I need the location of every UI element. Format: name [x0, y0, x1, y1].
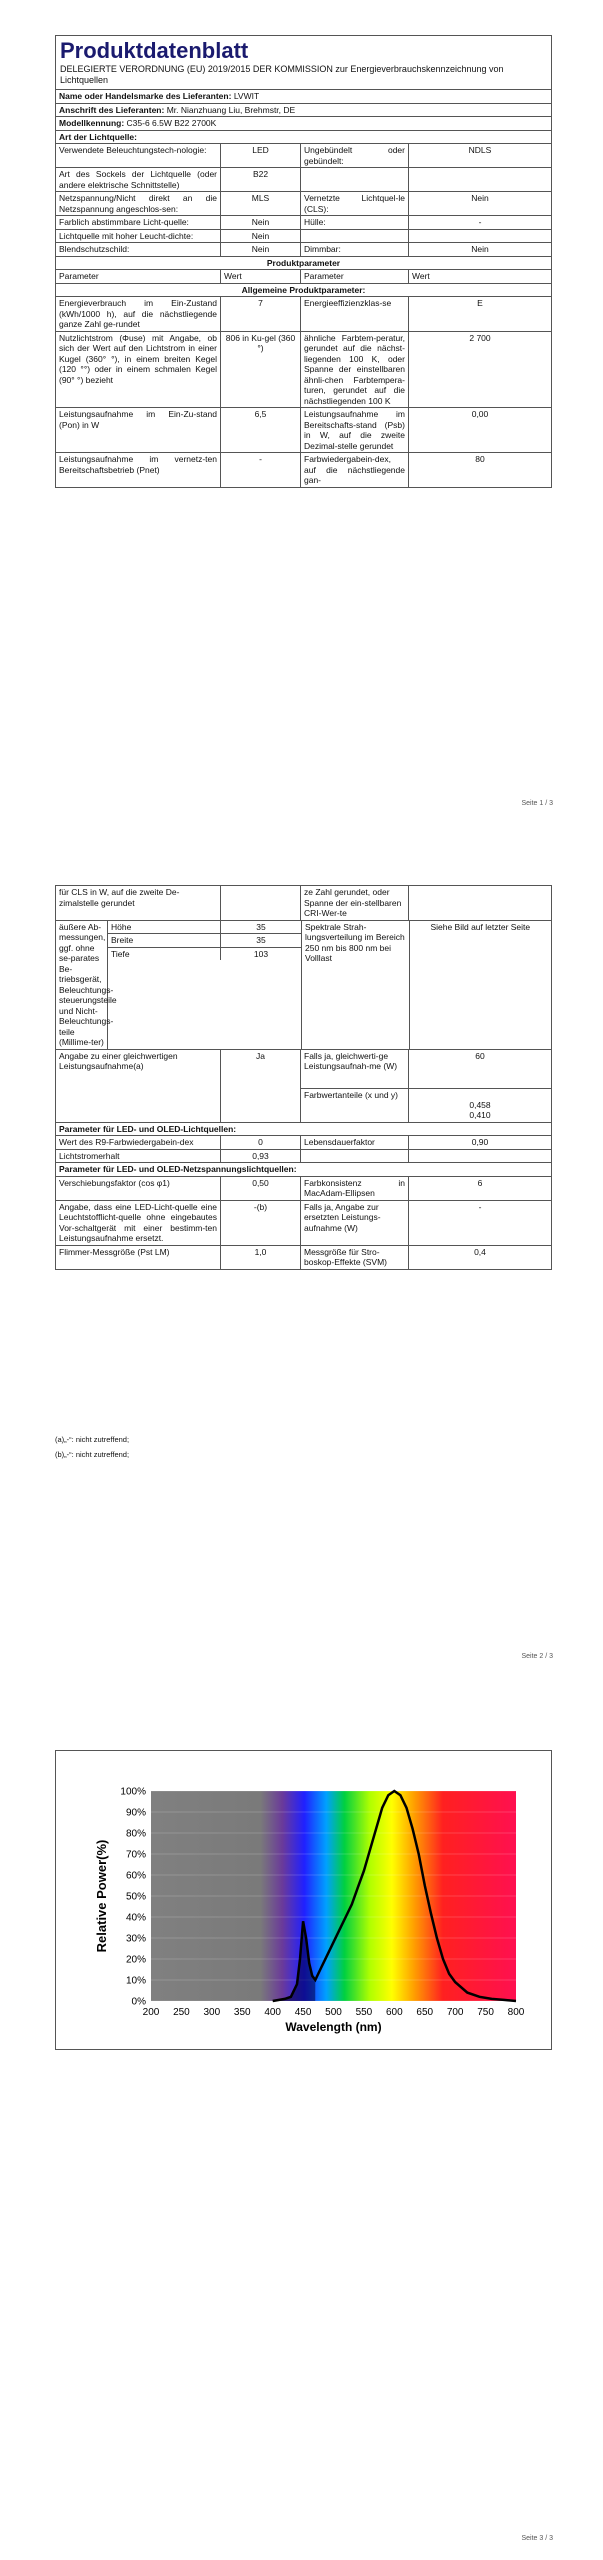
- param-value: [221, 886, 301, 920]
- r9-value: 0: [221, 1136, 301, 1149]
- type-cell: Lichtquelle mit hoher Leucht-dichte:: [56, 230, 221, 243]
- led-params-header: Parameter für LED- und OLED-Lichtquellen:: [59, 1123, 237, 1134]
- type-cell: Art des Sockels der Lichtquelle (oder andere elektrische Schnittstelle): [56, 168, 221, 191]
- chroma-y: 0,410: [469, 1110, 491, 1120]
- x-tick-label: 550: [355, 2007, 373, 2018]
- dimensions-label: äußere Ab-messungen, ggf. ohne se-parates Be-triebsgerät, Beleuchtungs-steuerungsteile und Nicht-Beleuchtungs-teile (Millime-ter): [56, 921, 108, 1049]
- x-axis-label: Wavelength (nm): [285, 2020, 382, 2034]
- type-value: LED: [221, 144, 301, 167]
- type-value: [409, 230, 551, 243]
- chroma-label: Farbwertanteile (x und y): [301, 1089, 409, 1122]
- regulation-intro: DELEGIERTE VERORDNUNG (EU) 2019/2015 DER KOMMISSION zur Energieverbrauchskennzeichnung von Lichtquellen: [56, 64, 551, 90]
- empty-cell: [301, 1150, 409, 1163]
- param-cell: Nutzlichtstrom (Φuse) mit Angabe, ob sich der Wert auf den Lichtstrom in einer Kugel (360° °), in einem breiten Kegel (120 °°) oder in einem schmalen Kegel (90° °) bezieht: [56, 332, 221, 408]
- type-value: Nein: [471, 244, 489, 254]
- equiv-label: Angabe zu einer gleichwertigen Leistungsaufnahme(a): [56, 1050, 221, 1122]
- param-value: E: [477, 298, 483, 308]
- page-title: Produktdatenblatt: [60, 38, 249, 63]
- y-tick-label: 70%: [125, 1849, 146, 1861]
- supplier-name-row: [56, 90, 551, 103]
- chroma-x: 0,458: [469, 1099, 491, 1110]
- flux-value: 0,93: [221, 1150, 301, 1163]
- supplier-name: LVWIT: [233, 91, 260, 101]
- param-cell: Farbwiedergabein-dex, auf die nächstliegende gan-: [301, 453, 409, 487]
- param-cell: Leistungsaufnahme im Bereitschafts-stand (Psb) in W, auf die zweite Dezimal-stelle gerundet: [301, 408, 409, 452]
- supplier-address-row: [56, 104, 551, 117]
- type-value: Nein: [221, 243, 301, 256]
- led-repl-label: Angabe, dass eine LED-Licht-quelle eine Leuchtstofflicht-quelle ohne eingebautes Vor-schaltgerät mit einer bestimm-ten Leistungsaufnahme ersetzt.: [56, 1201, 221, 1245]
- page-1: [0, 0, 603, 830]
- param-value: 2 700: [469, 332, 491, 343]
- equiv-power-label: Falls ja, gleichwerti-ge Leistungsaufnah-me (W): [301, 1050, 409, 1088]
- general-params-header: Allgemeine Produktparameter:: [241, 284, 366, 295]
- x-tick-label: 250: [173, 2007, 190, 2018]
- x-tick-label: 200: [142, 2007, 160, 2018]
- page-number: Seite 3 / 3: [521, 2535, 553, 2542]
- x-tick-label: 800: [507, 2007, 525, 2018]
- type-cell: [301, 168, 409, 191]
- y-tick-label: 20%: [125, 1954, 146, 1966]
- spectral-label: Spektrale Strah-lungsverteilung im Bereich 250 nm bis 800 nm bei Volllast: [302, 921, 410, 1049]
- dim-value: 35: [256, 921, 266, 932]
- model-label: Modellkennung:: [59, 118, 125, 128]
- footnote-b: (b)„-“: nicht zutreffend;: [55, 1450, 130, 1459]
- param-cell: ähnliche Farbtem-peratur, gerundet auf die nächst-liegenden 100 K, oder Spanne der einstellbaren ähnli-chen Farbtempera-turen, gerundet auf die nächstliegenden 100 K: [301, 332, 409, 408]
- type-cell: Blendschutzschild:: [56, 243, 221, 256]
- disp-label: Verschiebungsfaktor (cos φ1): [56, 1177, 221, 1200]
- col-value: Wert: [221, 270, 301, 283]
- x-tick-label: 750: [477, 2007, 494, 2018]
- type-cell: Farblich abstimmbare Licht-quelle:: [56, 216, 221, 229]
- repl-power-value: -: [478, 1201, 482, 1212]
- page-number: Seite 2 / 3: [521, 1653, 553, 1660]
- dim-name: Höhe: [108, 921, 221, 934]
- param-cell: Energieverbrauch im Ein-Zustand (kWh/1000 h), auf die nächstliegende ganze Zahl ge-rundet: [56, 297, 221, 331]
- param-value: [409, 886, 551, 920]
- param-value: -: [221, 453, 301, 487]
- datasheet-table-page2: [55, 885, 552, 1270]
- supplier-address-label: Anschrift des Lieferanten:: [59, 104, 165, 115]
- chroma-value: [409, 1089, 551, 1122]
- x-tick-label: 500: [325, 2007, 342, 2018]
- dim-name: Tiefe: [108, 948, 221, 961]
- supplier-address: Mr. Nianzhuang Liu, Brehmstr, DE: [166, 104, 296, 115]
- disp-value: 0,50: [221, 1177, 301, 1200]
- equiv-power-value: 60: [475, 1050, 485, 1061]
- type-cell: Verwendete Beleuchtungstech-nologie:: [56, 144, 221, 167]
- param-value: 806 in Ku-gel (360 °): [221, 332, 301, 408]
- flux-label: Lichtstromerhalt: [56, 1150, 221, 1163]
- page-2: [0, 880, 603, 1680]
- type-value: Nein: [221, 216, 301, 229]
- flicker-value: 1,0: [221, 1246, 301, 1269]
- type-value: Nein: [221, 230, 301, 243]
- x-tick-label: 400: [264, 2007, 282, 2018]
- strobo-value: 0,4: [474, 1246, 486, 1257]
- product-params-header: Produktparameter: [266, 257, 341, 268]
- param-value: 7: [221, 297, 301, 331]
- col-value: Wert: [412, 271, 430, 281]
- page-number: Seite 1 / 3: [521, 800, 553, 807]
- type-value: [409, 168, 551, 191]
- y-tick-label: 40%: [125, 1912, 146, 1924]
- y-tick-label: 10%: [125, 1975, 146, 1987]
- type-cell: Vernetzte Lichtquel-le (CLS):: [301, 192, 409, 215]
- y-tick-label: 60%: [125, 1870, 146, 1882]
- type-cell: Ungebündelt oder gebündelt:: [301, 144, 409, 167]
- param-value: 0,00: [471, 409, 489, 419]
- type-cell: Hülle:: [301, 216, 409, 229]
- param-cell: für CLS in W, auf die zweite De-zimalstelle gerundet: [56, 886, 221, 920]
- model-id: C35-6 6.5W B22 2700K: [126, 118, 217, 128]
- dim-value: 103: [253, 948, 269, 959]
- param-cell: ze Zahl gerundet, oder Spanne der ein-stellbaren CRI-Wer-te: [301, 886, 409, 920]
- led-repl-value: -(b): [221, 1201, 301, 1245]
- r9-label: Wert des R9-Farbwiedergabein-dex: [56, 1136, 221, 1149]
- equiv-value: Ja: [221, 1050, 301, 1122]
- x-tick-label: 450: [294, 2007, 312, 2018]
- x-tick-label: 600: [385, 2007, 403, 2018]
- strobo-label: Messgröße für Stro-boskop-Effekte (SVM): [301, 1246, 409, 1269]
- col-param: Parameter: [301, 270, 409, 283]
- type-value: -: [478, 217, 482, 227]
- spectrum-chart-box: [55, 1750, 552, 2050]
- life-value: 0,90: [471, 1137, 489, 1147]
- y-axis-label: Relative Power(%): [94, 1839, 109, 1953]
- empty-cell: [409, 1150, 551, 1163]
- footnote-a: (a)„-“: nicht zutreffend;: [55, 1435, 130, 1444]
- flicker-label: Flimmer-Messgröße (Pst LM): [56, 1246, 221, 1269]
- param-cell: Leistungsaufnahme im vernetz-ten Bereitschaftsbetrieb (Pnet): [56, 453, 221, 487]
- type-cell: Netzspannung/Nicht direkt an die Netzspannung angeschlos-sen:: [56, 192, 221, 215]
- type-value: B22: [221, 168, 301, 191]
- param-value: 6,5: [221, 408, 301, 452]
- datasheet-table-page1: [55, 35, 552, 488]
- type-cell: Dimmbar:: [301, 243, 409, 256]
- spectrum-chart: [56, 1751, 551, 2049]
- type-value: NDLS: [468, 145, 492, 155]
- x-tick-label: 350: [233, 2007, 251, 2018]
- param-cell: Leistungsaufnahme im Ein-Zu-stand (Pon) in W: [56, 408, 221, 452]
- param-cell: Energieeffizienzklas-se: [301, 297, 409, 331]
- type-value: MLS: [221, 192, 301, 215]
- y-tick-label: 0%: [131, 1996, 146, 2008]
- model-row: [56, 117, 551, 130]
- supplier-name-label: Name oder Handelsmarke des Lieferanten:: [59, 91, 232, 101]
- type-value: Nein: [471, 193, 489, 203]
- dim-name: Breite: [108, 934, 221, 947]
- x-tick-label: 650: [416, 2007, 434, 2018]
- dimensions-table: [108, 921, 302, 1049]
- col-param: Parameter: [56, 270, 221, 283]
- type-cell: [301, 230, 409, 243]
- dim-value: 35: [256, 935, 266, 945]
- param-value: 80: [475, 454, 485, 464]
- y-tick-label: 80%: [125, 1828, 146, 1840]
- repl-power-label: Falls ja, Angabe zur ersetzten Leistungs-aufnahme (W): [301, 1201, 409, 1245]
- equiv-sub: [301, 1050, 551, 1122]
- y-tick-label: 30%: [125, 1933, 146, 1945]
- spectral-value: Siehe Bild auf letzter Seite: [430, 921, 531, 932]
- y-tick-label: 50%: [125, 1891, 146, 1903]
- x-tick-label: 700: [446, 2007, 464, 2018]
- life-label: Lebensdauerfaktor: [301, 1136, 409, 1149]
- type-header: Art der Lichtquelle:: [59, 131, 137, 142]
- mains-params-header: Parameter für LED- und OLED-Netzspannungslichtquellen:: [59, 1164, 297, 1174]
- y-tick-label: 100%: [120, 1786, 146, 1798]
- y-tick-label: 90%: [125, 1807, 146, 1819]
- x-tick-label: 300: [203, 2007, 221, 2018]
- macadam-label: Farbkonsistenz in MacAdam-Ellipsen: [301, 1177, 409, 1200]
- macadam-value: 6: [477, 1177, 483, 1188]
